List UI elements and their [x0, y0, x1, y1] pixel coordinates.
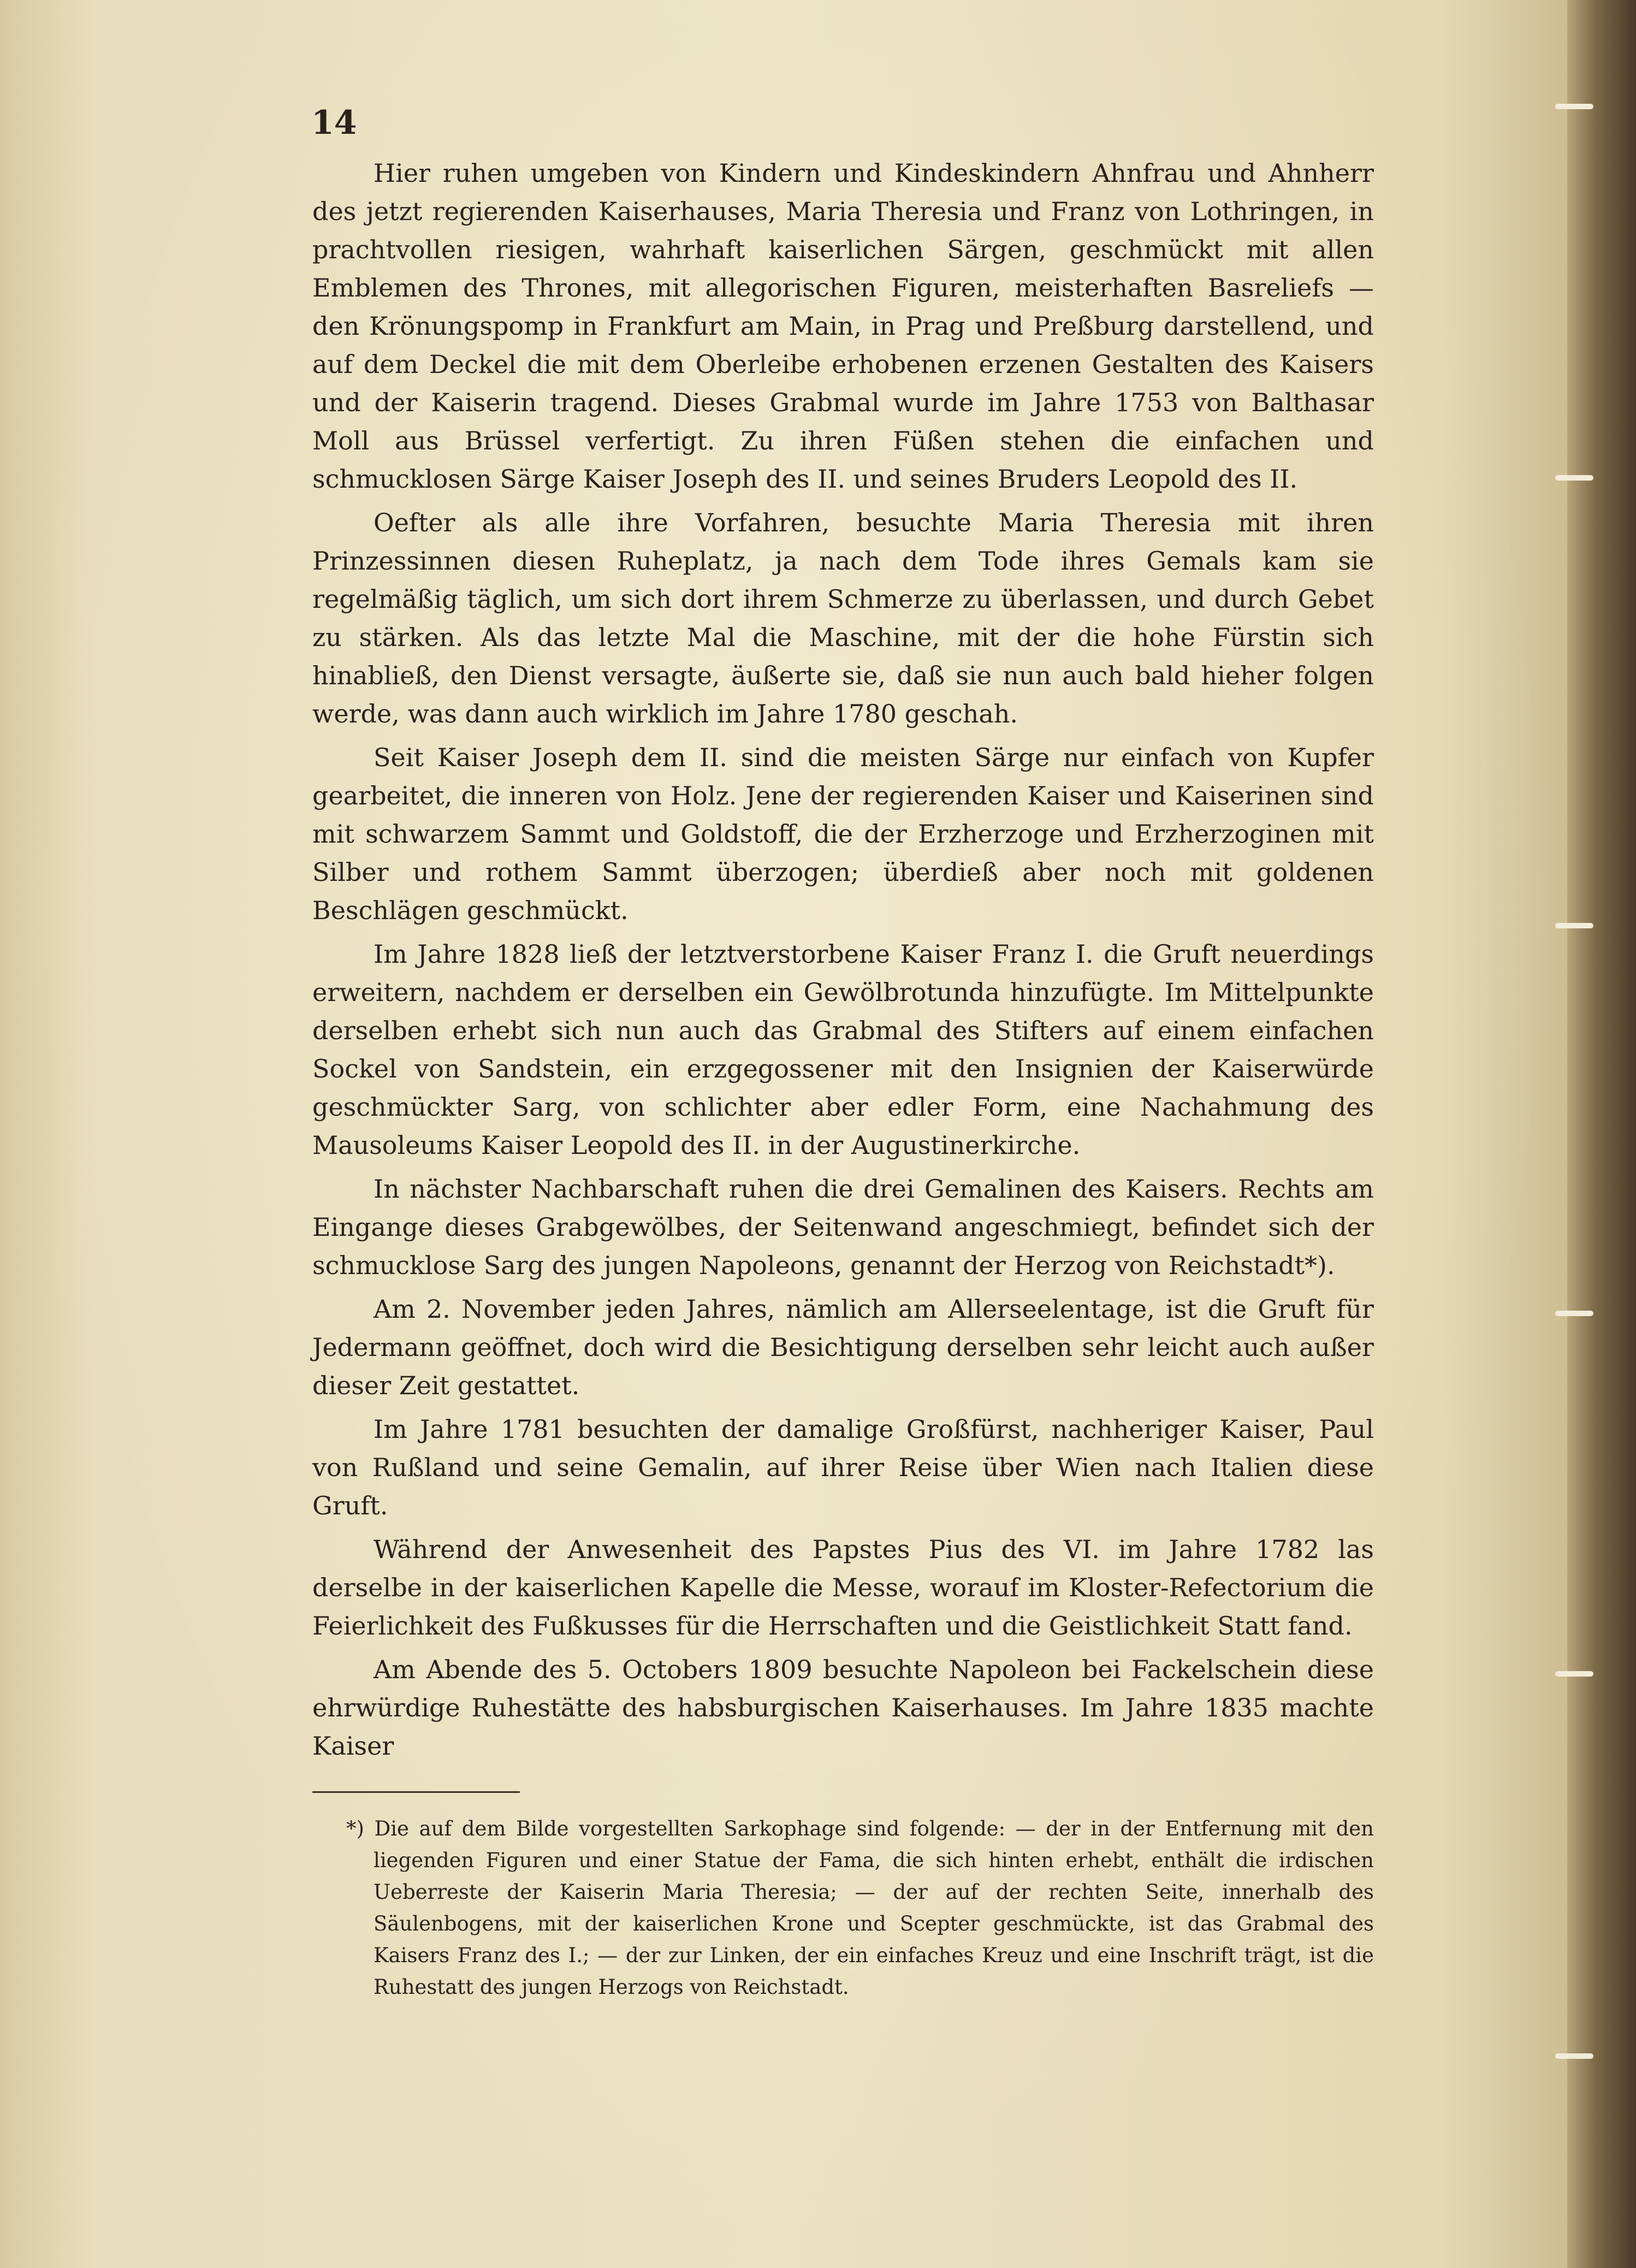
paragraph-1: Hier ruhen umgeben von Kindern und Kindeskindern Ahnfrau und Ahnherr des jetzt regierenden Kaiserhauses, Maria Theresia und Franz von Lothringen, in prachtvollen riesigen, wahrhaft kaiserlichen Särgen, geschmückt mit allen Emblemen des Thrones, mit allegorischen Figuren, meisterhaften Basreliefs — den Krönungspomp in Frankfurt am Main, in Prag und Preßburg darstellend, und auf dem Deckel die mit dem Oberleibe erhobenen erzenen Gestalten des Kaisers und der Kaiserin tragend. Dieses Grabmal wurde im Jahre 1753 von Balthasar Moll aus Brüssel verfertigt. Zu ihren Füßen stehen die einfachen und schmucklosen Särge Kaiser Joseph des II. und seines Bruders Leopold des II.	[312, 158, 1374, 494]
paragraph-2: Oefter als alle ihre Vorfahren, besuchte Maria Theresia mit ihren Prinzessinnen diesen Ruheplatz, ja nach dem Tode ihres Gemals kam sie regelmäßig täglich, um sich dort ihrem Schmerze zu überlassen, und durch Gebet zu stärken. Als das letzte Mal die Maschine, mit der die hohe Fürstin sich hinabließ, den Dienst versagte, äußerte sie, daß sie nun auch bald hieher folgen werde, was dann auch wirklich im Jahre 1780 geschah.	[312, 508, 1374, 729]
paragraph-7: Im Jahre 1781 besuchten der damalige Großfürst, nachheriger Kaiser, Paul von Rußland und seine Gemalin, auf ihrer Reise über Wien nach Italien diese Gruft.	[312, 1414, 1374, 1520]
paragraph-8: Während der Anwesenheit des Papstes Pius des VI. im Jahre 1782 las derselbe in der kaiserlichen Kapelle die Messe, worauf im Kloster-Refectorium die Feierlichkeit des Fußkusses für die Herrschaften und die Geistlichkeit Statt fand.	[312, 1535, 1374, 1641]
page-content	[312, 104, 1374, 2023]
book-binding-edge	[1567, 0, 1636, 2268]
binding-stitch	[1555, 923, 1593, 928]
paragraph-9: Am Abende des 5. Octobers 1809 besuchte Napoleon bei Fackelschein diese ehrwürdige Ruhestätte des habsburgischen Kaiserhauses. Im Jahre 1835 machte Kaiser	[312, 1655, 1374, 1761]
binding-stitch	[1555, 1671, 1593, 1677]
paragraph-5: In nächster Nachbarschaft ruhen die drei Gemalinen des Kaisers. Rechts am Eingange dieses Grabgewölbes, der Seitenwand angeschmiegt, befindet sich der schmucklose Sarg des jungen Napoleons, genannt der Herzog von Reichstadt*).	[312, 1174, 1374, 1280]
page-number: 14	[311, 104, 357, 142]
paragraph-6: Am 2. November jeden Jahres, nämlich am Allerseelentage, ist die Gruft für Jedermann geöffnet, doch wird die Besichtigung derselben sehr leicht auch außer dieser Zeit gestattet.	[312, 1294, 1374, 1400]
binding-stitch	[1555, 104, 1593, 109]
binding-stitch	[1555, 2053, 1593, 2059]
paragraph-3: Seit Kaiser Joseph dem II. sind die meisten Särge nur einfach von Kupfer gearbeitet, die inneren von Holz. Jene der regierenden Kaiser und Kaiserinen sind mit schwarzem Sammt und Goldstoff, die der Erzherzoge und Erzherzoginen mit Silber und rothem Sammt überzogen; überdieß aber noch mit goldenen Beschlägen geschmückt.	[312, 743, 1374, 925]
paragraph-4: Im Jahre 1828 ließ der letztverstorbene Kaiser Franz I. die Gruft neuerdings erweitern, nachdem er derselben ein Gewölbrotunda hinzufügte. Im Mittelpunkte derselben erhebt sich nun auch das Grabmal des Stifters auf einem einfachen Sockel von Sandstein, ein erzgegossener mit den Insignien der Kaiserwürde geschmückter Sarg, von schlichter aber edler Form, eine Nachahmung des Mausoleums Kaiser Leopold des II. in der Augustinerkirche.	[312, 939, 1374, 1160]
footnote: *) Die auf dem Bilde vorgestellten Sarkophage sind folgende: — der in der Entfernung mit den liegenden Figuren und einer Statue der Fama, die sich hinten erhebt, enthält die irdischen Ueberreste der Kaiserin Maria Theresia; — der auf der rechten Seite, innerhalb des Säulenbogens, mit der kaiserlichen Krone und Scepter geschmückte, ist das Grabmal des Kaisers Franz des I.; — der zur Linken, der ein einfaches Kreuz und eine Inschrift trägt, ist die Ruhestatt des jungen Herzogs von Reichstadt.	[346, 1817, 1374, 1999]
binding-stitch	[1555, 475, 1593, 481]
binding-stitch	[1555, 1311, 1593, 1316]
footnote-divider	[312, 1791, 520, 1793]
